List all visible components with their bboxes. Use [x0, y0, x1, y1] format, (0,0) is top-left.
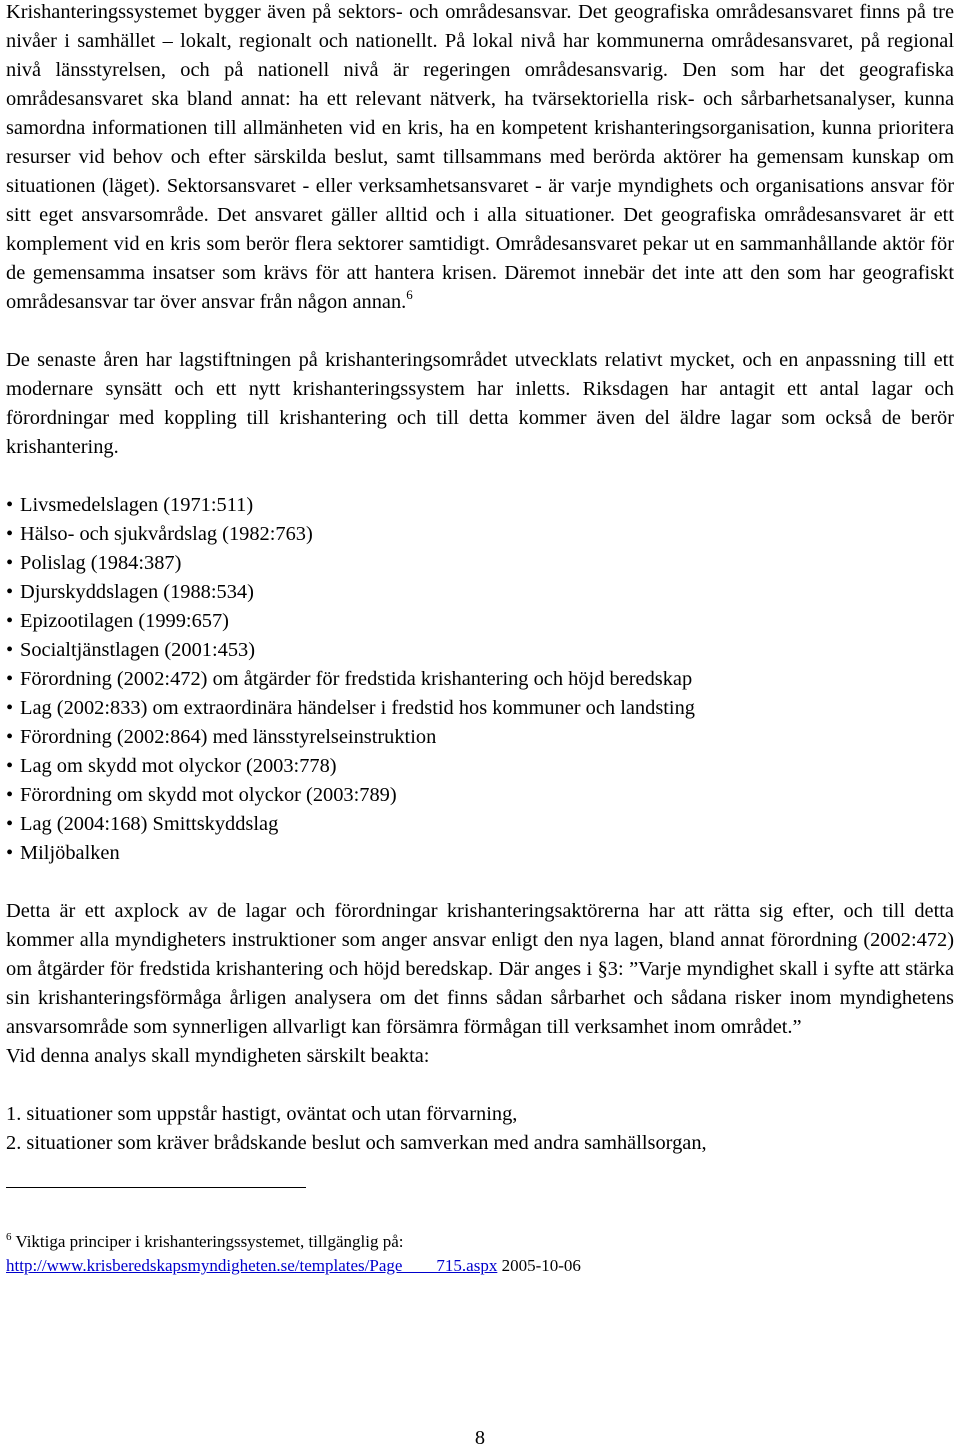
- list-item: • Polislag (1984:387): [6, 549, 954, 578]
- footnote-line: [6, 1230, 954, 1254]
- analysis-points-list: [6, 1100, 954, 1158]
- page-number: 8: [474, 1427, 486, 1449]
- paragraph-analysis-intro: Vid denna analys skall myndigheten särskilt beakta:: [6, 1045, 430, 1067]
- footnote-line: [6, 1254, 954, 1278]
- list-item: 1. situationer som uppstår hastigt, oväntat och utan förvarning,: [6, 1103, 518, 1125]
- bullet-icon: •: [6, 784, 14, 806]
- bullet-icon: •: [6, 494, 14, 516]
- bullet-icon: •: [6, 610, 14, 632]
- list-item: • Förordning om skydd mot olyckor (2003:789): [6, 781, 954, 810]
- document-page: [6, 0, 954, 1278]
- list-item: • Djurskyddslagen (1988:534): [6, 578, 954, 607]
- bullet-icon: •: [6, 755, 14, 777]
- list-item: • Förordning (2002:472) om åtgärder för fredstida krishantering och höjd beredskap: [6, 665, 954, 694]
- list-item: • Hälso- och sjukvårdslag (1982:763): [6, 520, 954, 549]
- paragraph-selection-of-laws: Detta är ett axplock av de lagar och förordningar krishanteringsaktörerna har att rätta sig efter, och till detta kommer alla myndigheters instruktioner som anger ansvar enligt den nya lagen, bland annat förordning (2002:472) om åtgärder för fredstida krishantering och höjd beredskap. Där anges i §3: ”Varje myndighet skall i syfte att stärka sin krishanteringsförmåga årligen analysera om det finns sådan sårbarhet och sådana risker inom myndighetens ansvarsområde som synnerligen allvarligt kan försämra förmågan till verksamhet inom området.”: [6, 900, 954, 1038]
- bullet-icon: •: [6, 842, 14, 864]
- bullet-icon: •: [6, 668, 14, 690]
- footnote-number: 6: [6, 1231, 12, 1243]
- list-item: • Socialtjänstlagen (2001:453): [6, 636, 954, 665]
- footnote: [6, 1230, 954, 1278]
- list-item: • Miljöbalken: [6, 839, 954, 868]
- paragraph-area-responsibility: [6, 0, 954, 317]
- list-item: • Lag (2004:168) Smittskyddslag: [6, 810, 954, 839]
- list-item: 2. situationer som kräver brådskande beslut och samverkan med andra samhällsorgan,: [6, 1132, 707, 1154]
- footnote-link[interactable]: http://www.krisberedskapsmyndigheten.se/templates/Page____715.aspx: [6, 1256, 498, 1275]
- laws-list: [6, 491, 954, 868]
- bullet-icon: •: [6, 581, 14, 603]
- footnote-divider: [6, 1187, 306, 1188]
- list-item: • Lag (2002:833) om extraordinära händelser i fredstid hos kommuner och landsting: [6, 694, 954, 723]
- list-item: • Livsmedelslagen (1971:511): [6, 491, 954, 520]
- footnote-text: Viktiga principer i krishanteringssystemet, tillgänglig på:: [15, 1232, 404, 1251]
- bullet-icon: •: [6, 552, 14, 574]
- footnote-reference[interactable]: 6: [406, 287, 413, 302]
- bullet-icon: •: [6, 726, 14, 748]
- bullet-icon: •: [6, 639, 14, 661]
- bullet-icon: •: [6, 697, 14, 719]
- paragraph-text: Krishanteringssystemet bygger även på sektors- och områdesansvar. Det geografiska områdesansvaret finns på tre nivåer i samhället – lokalt, regionalt och nationellt. På lokal nivå har kommunerna områdesansvaret, på regional nivå länsstyrelsen, och på nationell nivå är regeringen områdesansvarig. Den som har det geografiska områdesansvaret ska bland annat: ha ett relevant nätverk, ha tvärsektoriella risk- och sårbarhetsanalyser, kunna samordna informationen till allmänheten vid en kris, ha en kompetent krishanteringsorganisation, kunna prioritera resurser vid behov och efter särskilda beslut, samt tillsammans med berörda aktörer ha gemensam kunskap om situationen (läget). Sektorsansvaret - eller verksamhetsansvaret - är varje myndighets och organisations ansvar för sitt eget ansvarsområde. Det ansvaret gäller alltid och i alla situationer. Det geografiska områdesansvaret är ett komplement vid en kris som berör flera sektorer samtidigt. Områdesansvaret pekar ut en sammanhållande aktör för de gemensamma insatser som krävs för att hantera krisen. Däremot innebär det inte att den som har geografiskt områdesansvar tar över ansvar från någon annan.: [6, 1, 954, 313]
- list-item: • Epizootilagen (1999:657): [6, 607, 954, 636]
- footnote-date: 2005-10-06: [501, 1256, 581, 1275]
- paragraph-legislation: De senaste åren har lagstiftningen på krishanteringsområdet utvecklats relativt mycket, och en anpassning till ett modernare synsätt och ett nytt krishanteringssystem har inletts. Riksdagen har antagit ett antal lagar och förordningar med koppling till krishantering och till detta kommer även del äldre lagar som också de berör krishantering.: [6, 349, 954, 458]
- bullet-icon: •: [6, 523, 14, 545]
- list-item: • Lag om skydd mot olyckor (2003:778): [6, 752, 954, 781]
- list-item: • Förordning (2002:864) med länsstyrelseinstruktion: [6, 723, 954, 752]
- bullet-icon: •: [6, 813, 14, 835]
